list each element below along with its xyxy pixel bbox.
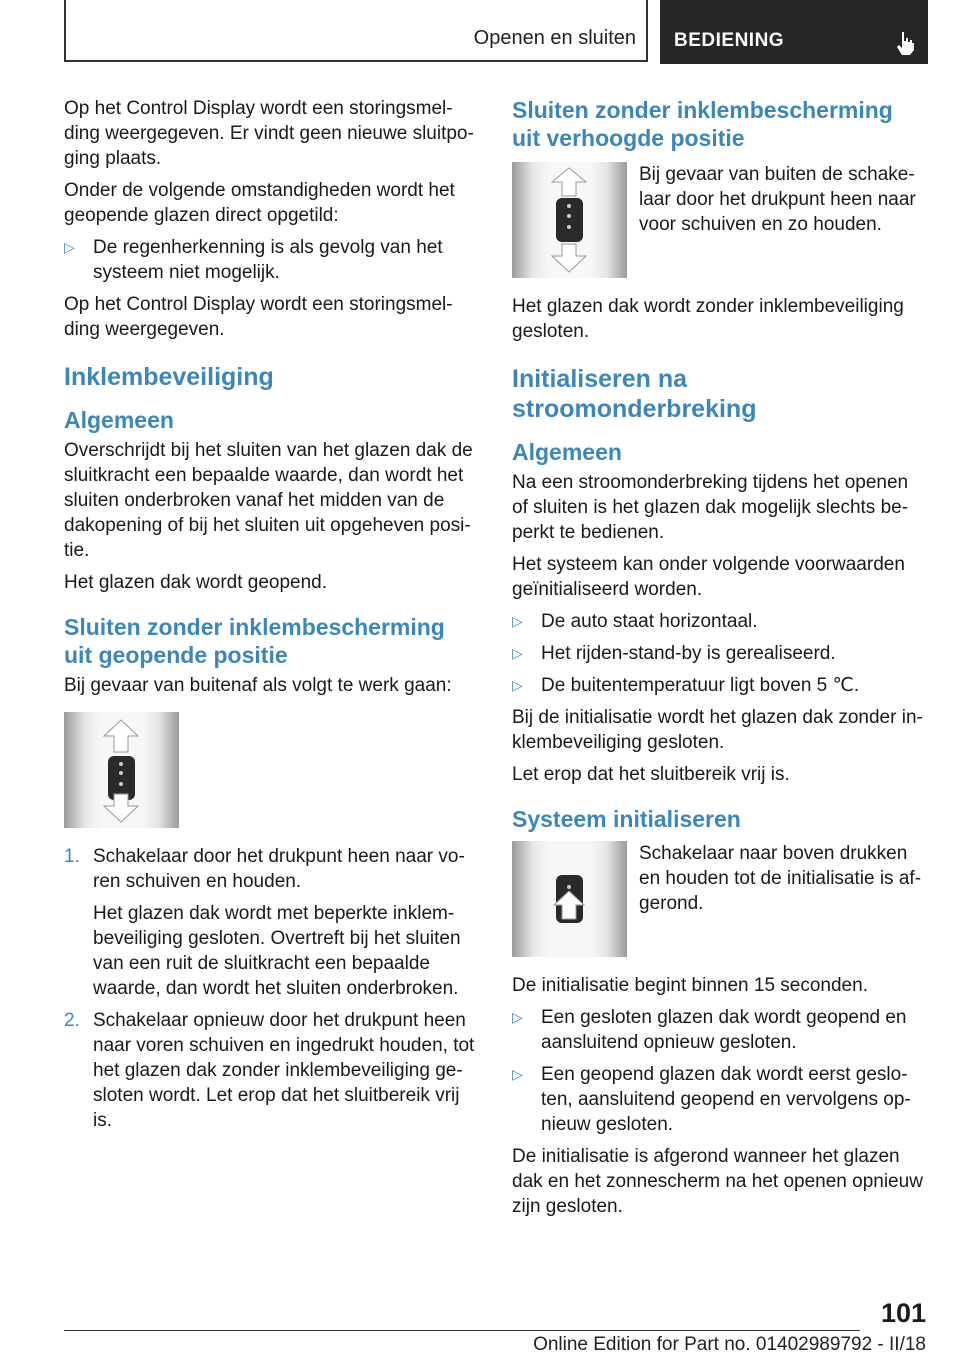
bullet-marker-icon: ▷ [512,677,523,693]
hand-pointer-icon [894,30,916,56]
paragraph: Het glazen dak wordt zonder inklembeveiliging gesloten. [512,296,904,342]
paragraph: De initialisatie begint binnen 15 seconden. [512,975,868,996]
paragraph: Onder de volgende omstandigheden wordt het geopende glazen direct opgetild: [64,180,455,226]
heading-initialiseren: Initialiseren na stroomonderbreking [512,365,757,423]
switch-image-up [512,841,627,957]
paragraph: Het glazen dak wordt met beperkte inklembeveiliging gesloten. Overtreft bij het sluiten van een ruit de sluitkracht een bepaalde waarde, dan wordt het sluiten onderbroken. [93,903,461,999]
bullet-marker-icon: ▷ [64,239,75,255]
footer-divider [64,1330,860,1331]
paragraph: Bij de initialisatie wordt het glazen dak zonder inklembeveiliging gesloten. [512,707,923,753]
paragraph: Bij gevaar van buiten de schakelaar door het drukpunt heen naar voor schuiven en zo houden. [639,164,916,235]
list-item: ▷ Het rijden-stand-by is gerealiseerd. [512,643,836,664]
list-item: ▷ Een geopend glazen dak wordt eerst gesloten, aansluitend geopend en vervolgens opnieuw gesloten. [512,1064,911,1135]
right-column [512,96,924,1226]
bullet-marker-icon: ▷ [512,1066,523,1082]
chapter-title: BEDIENING [674,30,785,51]
heading-inklembeveiliging: Inklembeveiliging [64,363,274,391]
list-item: ▷ Een gesloten glazen dak wordt geopend en aansluitend opnieuw gesloten. [512,1007,907,1053]
left-column [64,96,476,1140]
chapter-tab[interactable] [660,0,928,64]
step-item: 1. Schakelaar door het drukpunt heen naar voren schuiven en houden. Het glazen dak wordt met beperkte inklembeveiliging gesloten. Overtreft bij het sluiten van een ruit de sluitkracht een bepaalde waarde, dan wordt het sluiten onderbroken. [64,844,476,1001]
paragraph: Het systeem kan onder volgende voorwaarden geïnitialiseerd worden. [512,554,905,600]
heading-systeem-initialiseren: Systeem initialiseren [512,806,741,832]
bullet-marker-icon: ▷ [512,645,523,661]
page-number: 101 [880,1298,926,1328]
switch-image-forward [64,712,179,828]
paragraph: Let erop dat het sluitbereik vrij is. [512,764,790,785]
paragraph: Schakelaar naar boven drukken en houden tot de initialisatie is afgerond. [639,843,922,914]
paragraph: Na een stroomonderbreking tijdens het openen of sluiten is het glazen dak mogelijk slechts beperkt te bedienen. [512,472,909,543]
section-title: Openen en sluiten [473,27,636,49]
switch-image-forward-2 [512,162,627,278]
list-item: ▷ De buitentemperatuur ligt boven 5 ℃. [512,675,860,696]
page-header [64,0,928,64]
header-section-box [64,0,648,62]
heading-sluiten-verhoogde: Sluiten zonder inklembescherming uit verhoogde positie [512,97,893,151]
bullet-marker-icon: ▷ [512,613,523,629]
list-item: ▷ De auto staat horizontaal. [512,611,758,632]
paragraph: Op het Control Display wordt een storingsmelding weergegeven. Er vindt geen nieuwe sluitpoging plaats. [64,98,474,169]
edition-text: Online Edition for Part no. 01402989792 - II/18 [533,1334,926,1355]
list-item: ▷ De regenherkenning is als gevolg van het systeem niet mogelijk. [64,237,443,283]
paragraph: Op het Control Display wordt een storingsmelding weergegeven. [64,294,453,340]
bullet-marker-icon: ▷ [512,1009,523,1025]
paragraph: De initialisatie is afgerond wanneer het glazen dak en het zonnescherm na het openen opnieuw zijn gesloten. [512,1146,923,1217]
image-text-row [512,162,924,278]
heading-sluiten-geopende: Sluiten zonder inklembescherming uit geopende positie [64,614,445,668]
paragraph: Overschrijdt bij het sluiten van het glazen dak de sluitkracht een bepaalde waarde, dan wordt het sluiten onderbroken vanaf het midden van de dakopening of bij het sluiten uit opgeheven positie. [64,440,473,561]
heading-algemeen: Algemeen [64,407,174,433]
heading-algemeen-2: Algemeen [512,439,622,465]
step-item: 2. Schakelaar opnieuw door het drukpunt heen naar voren schuiven en ingedrukt houden, tot het glazen dak zonder inklembeveiliging gesloten wordt. Let erop dat het sluitbereik vrij is. [64,1010,475,1131]
paragraph: Het glazen dak wordt geopend. [64,572,328,593]
image-text-row [512,841,924,957]
paragraph: Bij gevaar van buitenaf als volgt te werk gaan: [64,675,452,696]
